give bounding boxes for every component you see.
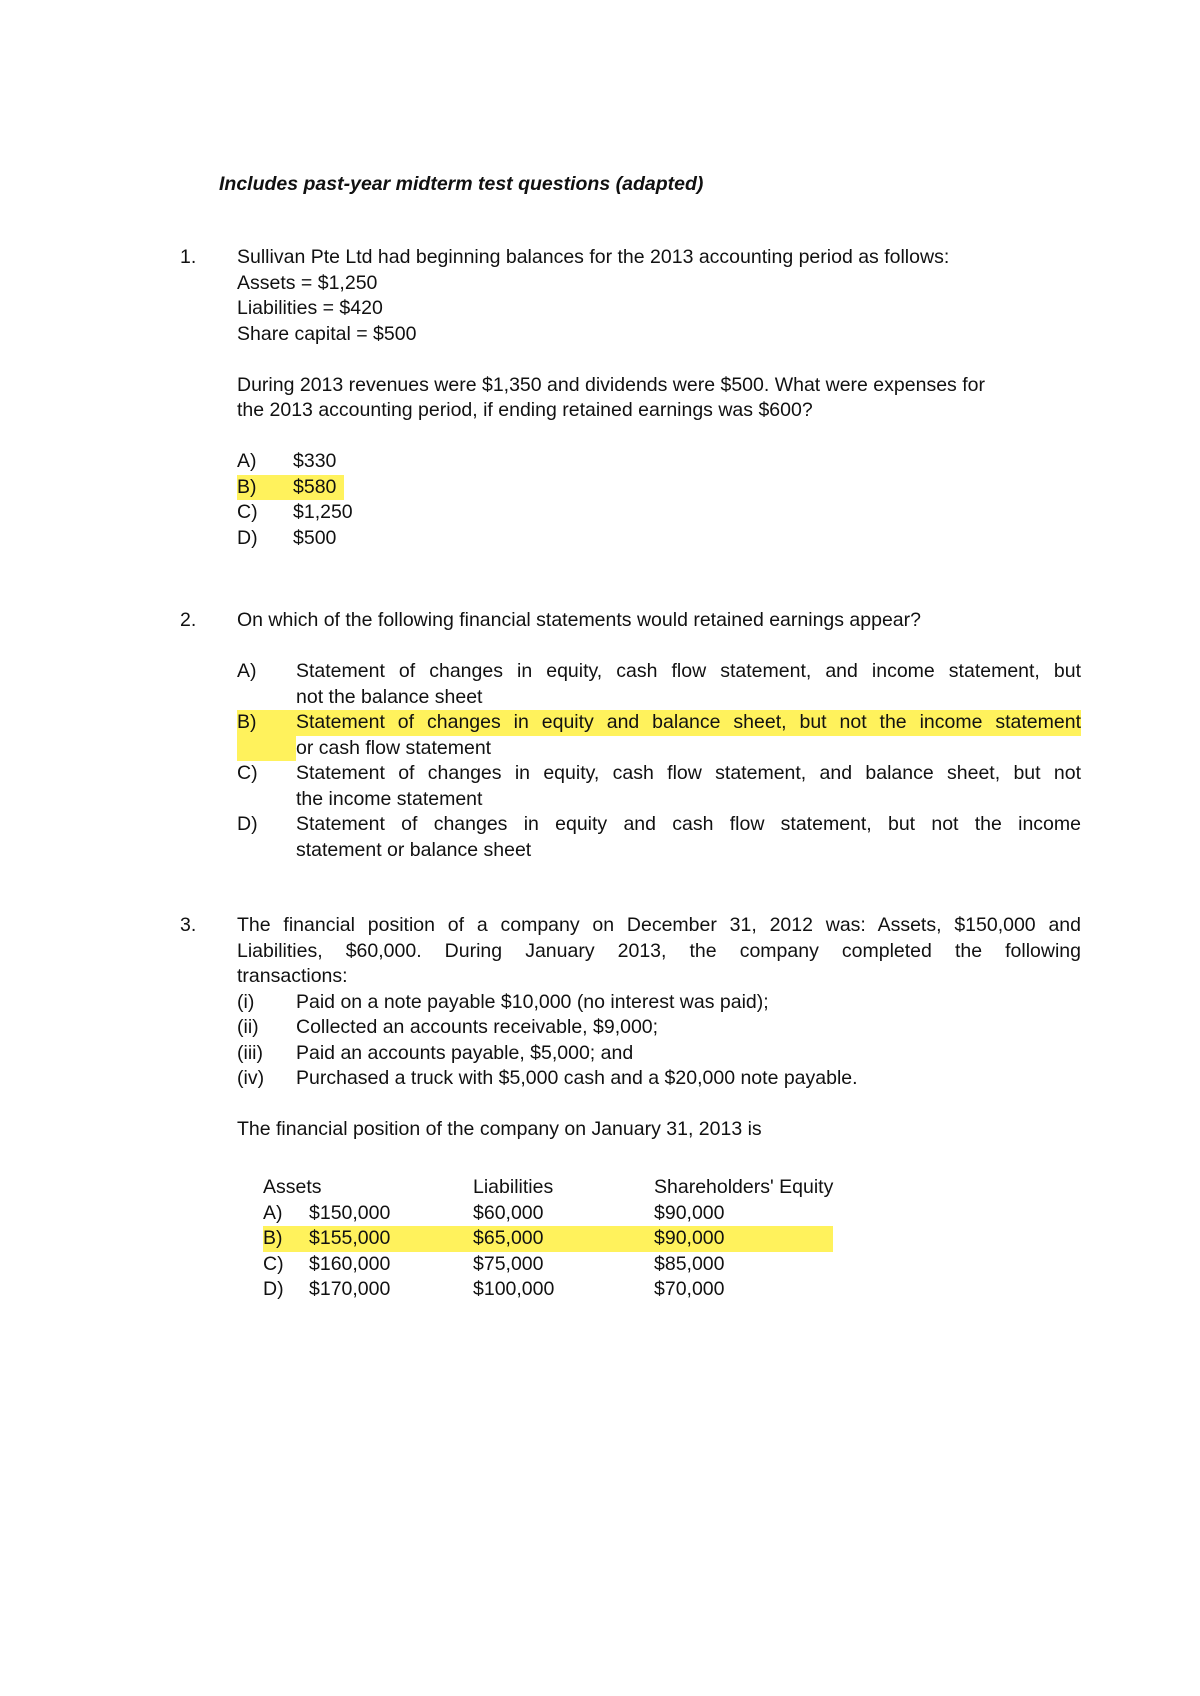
equity-value: $90,000	[654, 1201, 725, 1224]
option-label: A)	[237, 450, 257, 472]
liabilities-value: $60,000	[473, 1201, 544, 1224]
option-text-line-highlighted: Statement of changes in equity and balance sheet, but not the income statement	[296, 710, 1081, 736]
assets-value: $160,000	[309, 1252, 391, 1275]
transaction-text: Collected an accounts receivable, $9,000;	[296, 1016, 659, 1038]
equity-value: $85,000	[654, 1252, 725, 1275]
q3-transaction	[237, 1015, 1081, 1041]
q2-option-b	[237, 710, 1081, 761]
question-3	[237, 913, 1081, 1143]
q3-intro-line: transactions:	[237, 965, 348, 987]
table-row	[263, 1201, 833, 1227]
option-text-line: statement or balance sheet	[296, 838, 532, 861]
q1-option-c	[237, 500, 1081, 526]
liabilities-value: $100,000	[473, 1278, 555, 1300]
q1-line: Share capital = $500	[237, 322, 417, 345]
option-text-line: or cash flow statement	[296, 736, 492, 759]
option-label: C)	[237, 501, 258, 523]
document-heading: Includes past-year midterm test questions (adapted)	[219, 173, 704, 195]
question-3-number: 3.	[180, 914, 197, 936]
q2-option-c	[237, 761, 1081, 812]
option-text-line: the income statement	[296, 787, 483, 810]
equity-value: $90,000	[654, 1226, 833, 1252]
question-2	[237, 608, 1081, 863]
financial-position-table	[263, 1175, 833, 1303]
transaction-text: Paid on a note payable $10,000 (no interest was paid);	[296, 990, 769, 1013]
transaction-label: (ii)	[237, 1016, 259, 1038]
transaction-label: (i)	[237, 990, 255, 1013]
table-row-highlighted	[263, 1226, 833, 1252]
q1-option-a	[237, 449, 1081, 475]
table-row	[263, 1252, 833, 1278]
table-header-row	[263, 1175, 833, 1201]
q2-option-a	[237, 659, 1081, 710]
q1-option-b	[237, 475, 1081, 501]
q1-question-line: the 2013 accounting period, if ending retained earnings was $600?	[237, 399, 813, 421]
q2-question: On which of the following financial statements would retained earnings appear?	[237, 609, 921, 631]
transaction-label: (iv)	[237, 1067, 265, 1089]
q3-transaction	[237, 990, 1081, 1016]
header-equity: Shareholders' Equity	[654, 1176, 834, 1198]
option-label: A)	[237, 660, 257, 682]
option-text: $500	[293, 526, 337, 549]
option-text: $580	[293, 475, 337, 498]
q3-transaction	[237, 1041, 1081, 1067]
q3-question: The financial position of the company on January 31, 2013 is	[237, 1118, 762, 1140]
q1-question-line: During 2013 revenues were $1,350 and dividends were $500. What were expenses for	[237, 373, 985, 396]
option-text-line: Statement of changes in equity, cash flow statement, and balance sheet, but not	[296, 762, 1081, 784]
q1-option-d	[237, 526, 1081, 552]
option-label: B)	[237, 710, 296, 761]
q1-option-b-highlight	[237, 475, 344, 501]
header-liabilities: Liabilities	[473, 1176, 554, 1198]
option-label: C)	[237, 762, 258, 784]
liabilities-value: $75,000	[473, 1252, 544, 1275]
assets-value: $155,000	[309, 1227, 391, 1249]
assets-value: $170,000	[309, 1278, 391, 1300]
liabilities-value: $65,000	[473, 1226, 654, 1252]
q2-option-d	[237, 812, 1081, 863]
equity-value: $70,000	[654, 1278, 725, 1300]
q1-line: Assets = $1,250	[237, 271, 378, 294]
option-text-line: Statement of changes in equity and cash flow statement, but not the income	[296, 813, 1081, 835]
q1-line: Sullivan Pte Ltd had beginning balances for the 2013 accounting period as follows:	[237, 246, 950, 268]
transaction-label: (iii)	[237, 1041, 263, 1064]
question-1-number: 1.	[180, 246, 197, 268]
option-text-line: not the balance sheet	[296, 685, 483, 708]
q1-line: Liabilities = $420	[237, 297, 383, 319]
option-text: $1,250	[293, 501, 353, 523]
option-text: $330	[293, 450, 337, 472]
question-1	[237, 245, 1081, 551]
row-label: B)	[263, 1227, 283, 1249]
transaction-text: Purchased a truck with $5,000 cash and a $20,000 note payable.	[296, 1067, 858, 1089]
q3-intro-line: Liabilities, $60,000. During January 2013, the company completed the following	[237, 939, 1081, 962]
option-text-line: Statement of changes in equity, cash flow statement, and income statement, but	[296, 660, 1081, 682]
transaction-text: Paid an accounts payable, $5,000; and	[296, 1041, 634, 1064]
option-label: D)	[237, 813, 258, 835]
assets-value: $150,000	[309, 1201, 391, 1224]
row-label: D)	[263, 1278, 284, 1300]
header-assets: Assets	[263, 1176, 322, 1198]
row-label: A)	[263, 1201, 283, 1224]
option-label: D)	[237, 526, 258, 549]
question-2-number: 2.	[180, 609, 197, 631]
q3-intro-line: The financial position of a company on December 31, 2012 was: Assets, $150,000 and	[237, 914, 1081, 936]
q3-transaction	[237, 1066, 1081, 1092]
table-row	[263, 1277, 833, 1303]
option-label: B)	[237, 475, 257, 498]
row-label: C)	[263, 1252, 284, 1275]
